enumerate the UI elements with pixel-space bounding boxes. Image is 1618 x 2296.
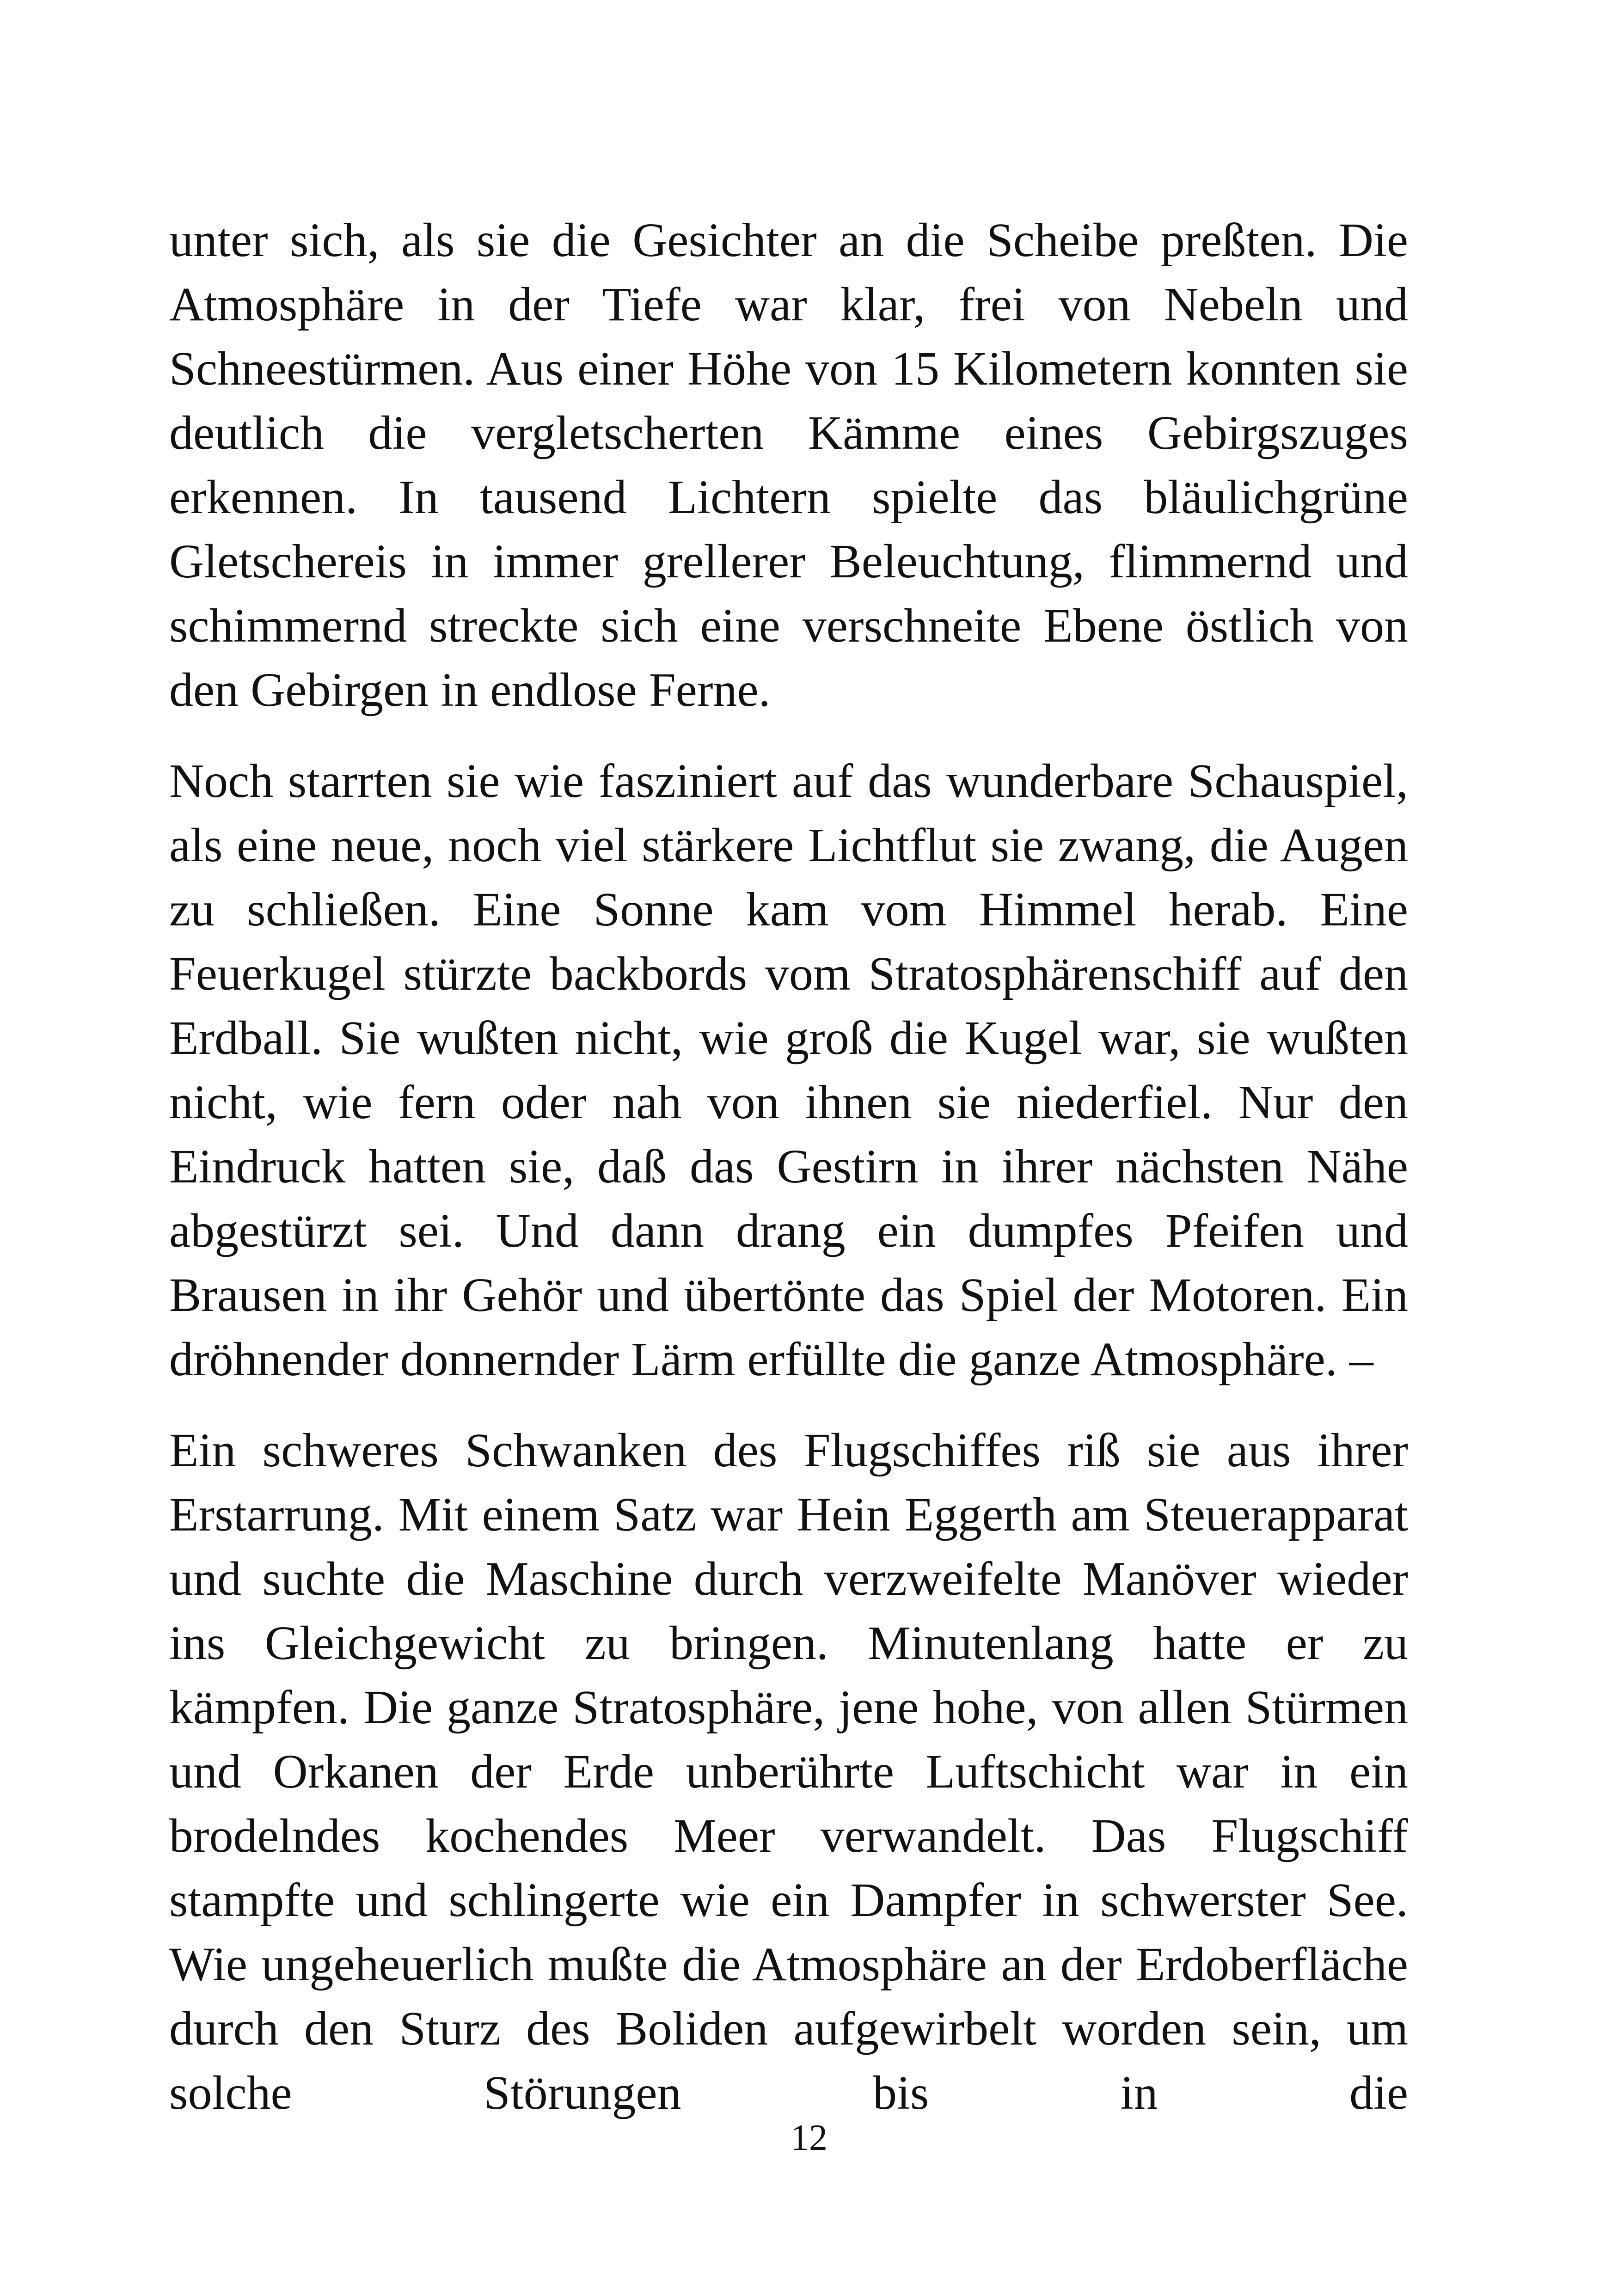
page-number: 12: [791, 2118, 827, 2158]
paragraph-1: unter sich, als sie die Gesichter an die Scheibe preßten. Die Atmosphäre in der Tiefe war klar, frei von Nebeln und Schneestürmen. Aus einer Höhe von 15 Kilometern konnten sie deutlich die vergletscherten Kämme eines Gebirgszuges erkennen. In tausend Lichtern spielte das bläulichgrüne Gletschereis in immer grellerer Beleuchtung, flimmernd und schimmernd streckte sich eine verschneite Ebene östlich von den Gebirgen in endlose Ferne.: [169, 214, 1408, 716]
paragraph-2: Noch starrten sie wie fasziniert auf das wunderbare Schauspiel, als eine neue, noch viel stärkere Lichtflut sie zwang, die Augen zu schließen. Eine Sonne kam vom Himmel herab. Eine Feuerkugel stürzte backbords vom Stratosphärenschiff auf den Erdball. Sie wußten nicht, wie groß die Kugel war, sie wußten nicht, wie fern oder nah von ihnen sie niederfiel. Nur den Eindruck hatten sie, daß das Gestirn in ihrer nächsten Nähe abgestürzt sei. Und dann drang ein dumpfes Pfeifen und Brausen in ihr Gehör und übertönte das Spiel der Motoren. Ein dröhnender donnernder Lärm erfüllte die ganze Atmosphäre. –: [169, 754, 1408, 1386]
paragraph-3: Ein schweres Schwanken des Flugschiffes riß sie aus ihrer Erstarrung. Mit einem Satz war Hein Eggerth am Steuerapparat und suchte die Maschine durch verzweifelte Manöver wieder ins Gleichgewicht zu bringen. Minutenlang hatte er zu kämpfen. Die ganze Stratosphäre, jene hohe, von allen Stürmen und Orkanen der Erde unberührte Luftschicht war in ein brodelndes kochendes Meer verwandelt. Das Flugschiff stampfte und schlingerte wie ein Dampfer in schwerster See. Wie ungeheuerlich mußte die Atmosphäre an der Erdoberfläche durch den Sturz des Boliden aufgewirbelt worden sein, um solche Störungen bis in die: [169, 1424, 1408, 2119]
body-text: [169, 208, 1408, 2152]
